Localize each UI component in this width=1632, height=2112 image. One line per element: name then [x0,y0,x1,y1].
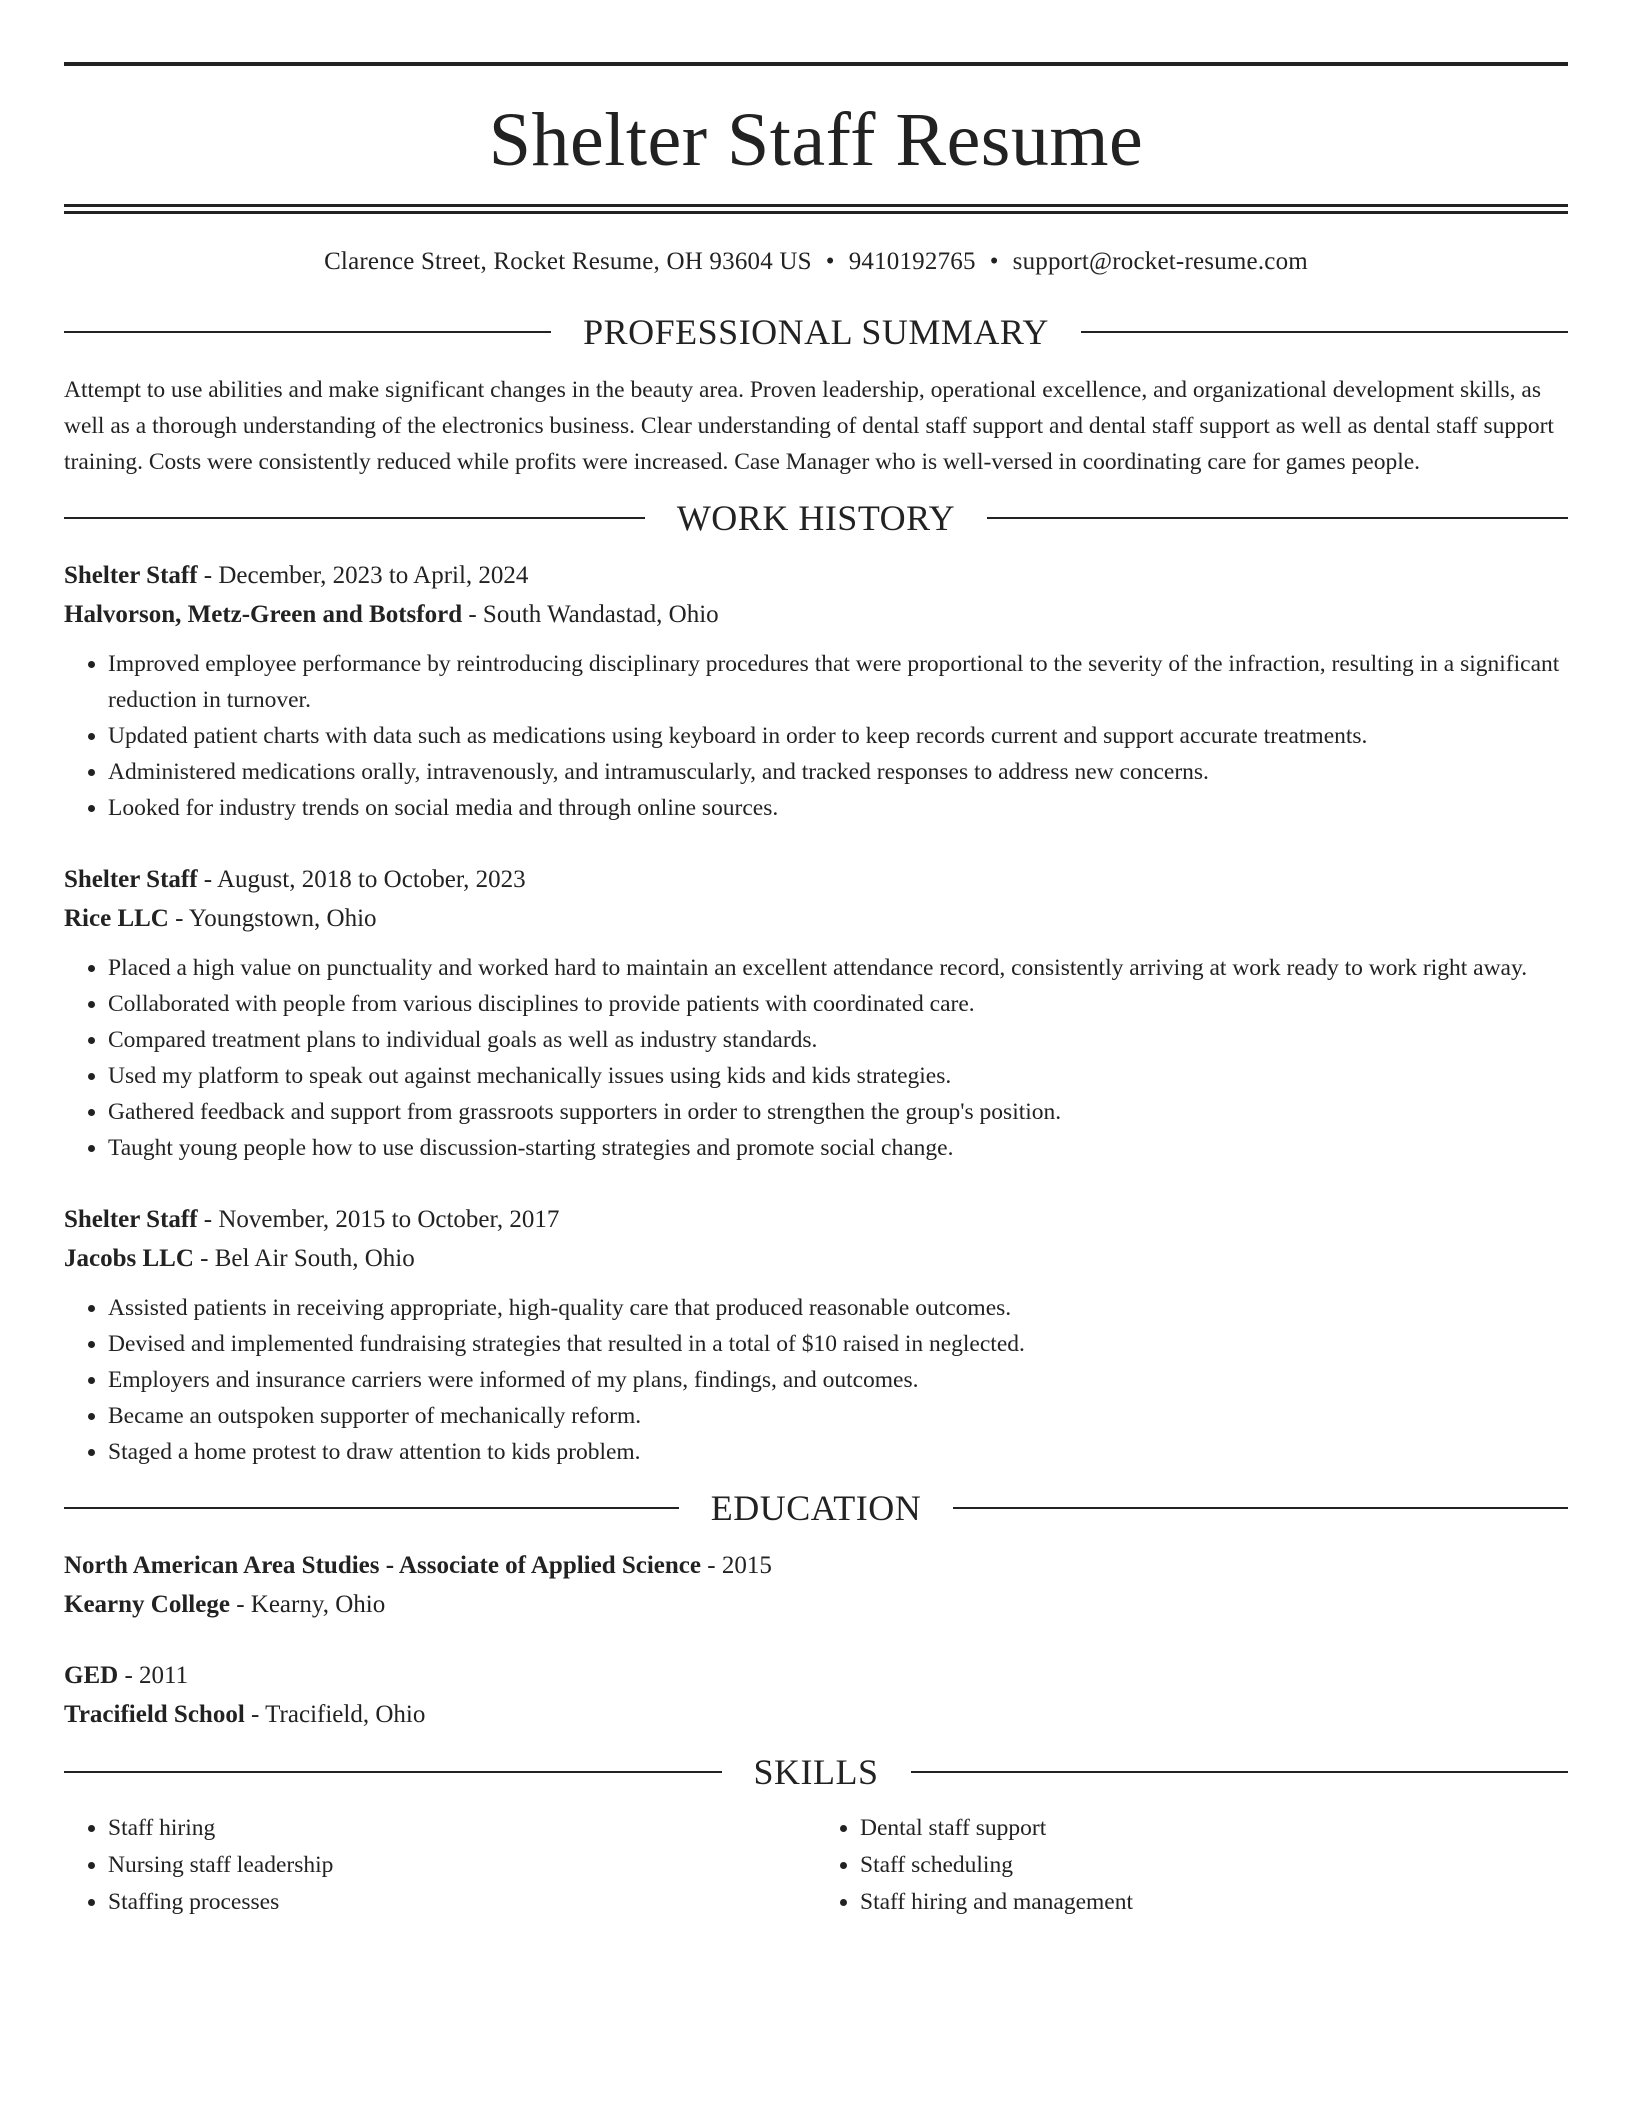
list-item: • Assisted patients in receiving appropriate, high-quality care that produced reasonable outcomes. [108,1290,1568,1326]
list-item: • Dental staff support [860,1810,1568,1847]
list-item: • Collaborated with people from various disciplines to provide patients with coordinated care. [108,986,1568,1022]
job-entry [64,1200,1568,1470]
skills-list [64,1810,1568,1921]
education-school: Kearny College [64,1591,230,1618]
list-item: • Staff hiring [108,1810,816,1847]
job-title: Shelter Staff [64,1206,198,1233]
contact-phone: 9410192765 [848,248,976,275]
list-item: • Gathered feedback and support from grassroots supporters in order to strengthen the group's position. [108,1094,1568,1130]
list-item: • Placed a high value on punctuality and worked hard to maintain an excellent attendance record, consistently arriving at work ready to work right away. [108,950,1568,986]
contact-email: support@rocket-resume.com [1012,248,1308,275]
contact-separator: • [989,248,999,275]
job-location: - Bel Air South, Ohio [193,1245,415,1272]
section-title: SKILLS [753,1752,879,1792]
heading-rule [64,1507,679,1509]
list-item: • Staffing processes [108,1884,816,1921]
heading-rule [911,1771,1569,1773]
job-location: - South Wandastad, Ohio [462,601,719,628]
heading-rule [64,331,551,333]
education-school: Tracifield School [64,1701,245,1728]
education-degree: GED [64,1662,119,1689]
job-dates: - November, 2015 to October, 2017 [197,1206,560,1233]
heading-rule [64,1771,722,1773]
list-item: • Improved employee performance by reintroducing disciplinary procedures that were proportional to the severity of the infraction, resulting in a significant reduction in turnover. [108,646,1568,718]
education-entry [64,1656,1568,1734]
job-company: Halvorson, Metz-Green and Botsford [64,601,463,628]
job-dates: - August, 2018 to October, 2023 [197,866,526,893]
heading-rule [987,517,1568,519]
job-company: Rice LLC [64,905,169,932]
education-entry [64,1546,1568,1624]
list-item: • Devised and implemented fundraising strategies that resulted in a total of $10 raised in neglected. [108,1326,1568,1362]
list-item: • Staff scheduling [860,1847,1568,1884]
list-item: • Compared treatment plans to individual goals as well as industry standards. [108,1022,1568,1058]
section-title: PROFESSIONAL SUMMARY [583,312,1049,352]
heading-rule [953,1507,1568,1509]
contact-line [64,248,1568,276]
list-item: • Looked for industry trends on social media and through online sources. [108,790,1568,826]
section-title: WORK HISTORY [676,498,956,538]
top-rule [64,62,1568,66]
job-bullets [64,646,1568,826]
education-location: - Tracifield, Ohio [244,1701,426,1728]
contact-separator: • [825,248,835,275]
list-item: • Used my platform to speak out against mechanically issues using kids and kids strategies. [108,1058,1568,1094]
list-item: • Administered medications orally, intravenously, and intramuscularly, and tracked responses to address new concerns. [108,754,1568,790]
job-bullets [64,1290,1568,1470]
resume-title: Shelter Staff Resume [488,98,1144,182]
job-location: - Youngstown, Ohio [168,905,377,932]
job-entry [64,556,1568,826]
list-item: • Updated patient charts with data such as medications using keyboard in order to keep records current and support accurate treatments. [108,718,1568,754]
job-dates: - December, 2023 to April, 2024 [197,562,529,589]
summary-text: Attempt to use abilities and make significant changes in the beauty area. Proven leadership, operational excellence, and organizational development skills, as well as a thorough understanding of the electronics business. Clear understanding of dental staff support and dental staff support as well as dental staff support training. Costs were consistently reduced while profits were increased. Case Manager who is well-versed in coordinating care for games people. [64,377,1554,475]
job-bullets [64,950,1568,1166]
list-item: • Nursing staff leadership [108,1847,816,1884]
section-heading-skills [64,1754,1568,1790]
list-item: • Staged a home protest to draw attention to kids problem. [108,1434,1568,1470]
heading-rule [64,517,645,519]
job-entry [64,860,1568,1166]
education-location: - Kearny, Ohio [229,1591,386,1618]
education-degree: North American Area Studies - Associate of Applied Science [64,1552,701,1579]
list-item: • Staff hiring and management [860,1884,1568,1921]
skills-column-right [816,1810,1568,1921]
list-item: • Became an outspoken supporter of mechanically reform. [108,1398,1568,1434]
section-heading-summary [64,314,1568,350]
education-year: - 2011 [118,1662,189,1689]
skills-column-left [64,1810,816,1921]
section-heading-work [64,500,1568,536]
double-rule [64,204,1568,214]
list-item: • Taught young people how to use discussion-starting strategies and promote social change. [108,1130,1568,1166]
contact-address: Clarence Street, Rocket Resume, OH 93604 US [324,248,812,275]
section-title: EDUCATION [710,1488,922,1528]
job-company: Jacobs LLC [64,1245,194,1272]
list-item: • Employers and insurance carriers were informed of my plans, findings, and outcomes. [108,1362,1568,1398]
job-title: Shelter Staff [64,562,198,589]
education-year: - 2015 [701,1552,772,1579]
job-title: Shelter Staff [64,866,198,893]
heading-rule [1081,331,1568,333]
section-heading-education [64,1490,1568,1526]
